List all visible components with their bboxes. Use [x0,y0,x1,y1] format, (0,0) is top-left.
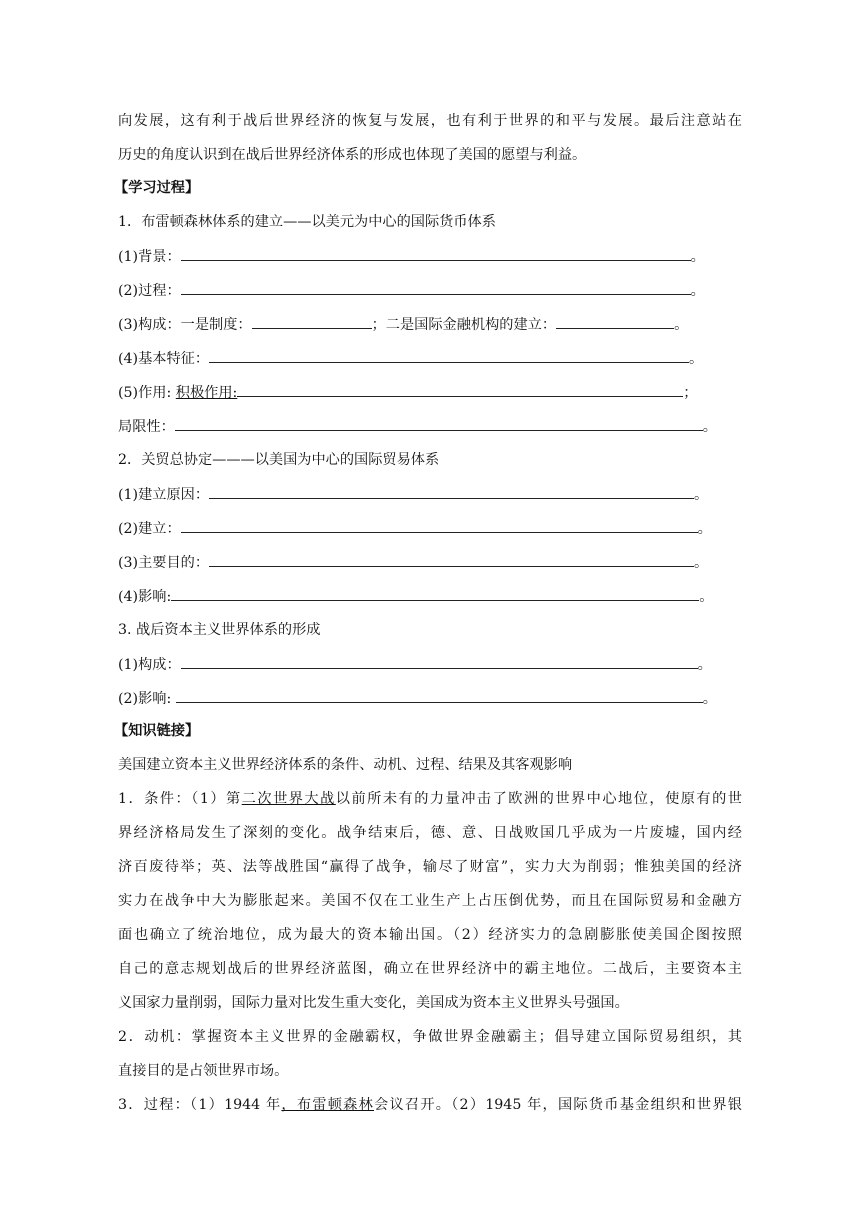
condition-line-7: 义国家力量削弱，国际力量对比发生重大变化，美国成为资本主义世界头号强国。 [118,995,629,1011]
row-label: (3)构成：一是制度： [118,317,252,333]
s1-limitation-row: 局限性： 。 [118,416,717,437]
study-process-heading: 【学习过程】 [114,180,200,196]
intro-line-1: 向发展，这有利于战后世界经济的恢复与发展，也有利于世界的和平与发展。最后注意站在 [118,113,742,129]
s2-establish-row: (2)建立： 。 [118,518,712,539]
knowledge-link-heading: 【知识链接】 [114,723,200,739]
row-label: (2)建立： [118,521,181,537]
section-3-title: 3. 战后资本主义世界体系的形成 [118,622,321,638]
fill-blank[interactable] [181,280,691,295]
motive-line-2: 直接目的是占领世界市场。 [118,1063,289,1079]
fill-blank[interactable] [252,314,372,329]
condition-line-6: 自己的意志规划战后的世界经济蓝图，确立在世界经济中的霸主地位。二战后，主要资本主 [118,961,742,977]
section-1-title: 1．布雷顿森林体系的建立——以美元为中心的国际货币体系 [118,214,496,230]
fill-blank[interactable] [209,484,694,499]
fill-blank[interactable] [176,688,703,703]
condition-line-2: 界经济格局发生了深刻的变化。战争结束后，德、意、日战败国几乎成为一片废墟，国内经 [118,825,742,841]
s1-feature-row: (4)基本特征： 。 [118,348,703,369]
knowledge-subtitle: 美国建立资本主义世界经济体系的条件、动机、过程、结果及其客观影响 [118,757,573,773]
fill-blank[interactable] [171,586,699,601]
row-label: (2)影响: [118,691,176,707]
fill-blank[interactable] [175,416,703,431]
row-label: 局限性： [118,419,175,435]
s1-background-row: (1)背景： 。 [118,246,705,267]
row-label: (1)建立原因： [118,487,210,503]
positive-effect-label: 积极作用: [175,385,238,401]
intro-line-2: 历史的角度认识到在战后世界经济体系的形成也体现了美国的愿望与利益。 [118,147,587,163]
fill-blank[interactable] [237,382,683,397]
s2-reason-row: (1)建立原因： 。 [118,484,708,505]
row-label: (4)基本特征： [118,351,210,367]
condition-line-3: 济百废待举；英、法等战胜国“赢得了战争，输尽了财富”，实力大为削弱；惟独美国的经济 [118,859,742,875]
row-label: (5)作用: [118,385,176,401]
fill-blank[interactable] [181,246,691,261]
s3-impact-row: (2)影响: 。 [118,688,717,709]
s2-purpose-row: (3)主要目的： 。 [118,552,708,573]
s1-composition-row: (3)构成：一是制度： ；二是国际金融机构的建立： 。 [118,314,688,335]
s1-effect-row: (5)作用: 积极作用: ； [118,382,698,403]
row-label: (4)影响: [118,589,172,605]
s2-impact-row: (4)影响: 。 [118,586,713,607]
fill-blank[interactable] [209,348,689,363]
process-line-1: 3．过程：（1）1944 年，布雷顿森林会议召开。（2）1945 年，国际货币基金组织和世界银 [118,1097,742,1113]
wwii-term: 二次世界大战 [241,791,336,807]
section-2-title: 2．关贸总协定———以美国为中心的国际贸易体系 [118,452,440,468]
bretton-woods-term: ，布雷顿森林 [281,1097,375,1113]
row-label: (3)主要目的： [118,555,210,571]
fill-blank[interactable] [181,518,698,533]
condition-line-4: 实力在战争中大为膨胀起来。美国不仅在工业生产上占压倒优势，而且在国际贸易和金融方 [118,893,742,909]
fill-blank[interactable] [556,314,674,329]
row-label: (2)过程： [118,283,181,299]
row-label: (1)背景： [118,249,181,265]
s1-process-row: (2)过程： 。 [118,280,705,301]
s3-composition-row: (1)构成： 。 [118,654,712,675]
row-label: (1)构成： [118,657,181,673]
condition-line-5: 面也确立了统治地位，成为最大的资本输出国。（2）经济实力的急剧膨胀使美国企图按照 [118,927,742,943]
motive-line-1: 2．动机：掌握资本主义世界的金融霸权，争做世界金融霸主；倡导建立国际贸易组织，其 [118,1029,742,1045]
condition-line-1: 1．条件：（1）第二次世界大战以前所未有的力量冲击了欧洲的世界中心地位，使原有的世 [118,791,742,807]
fill-blank[interactable] [181,654,698,669]
fill-blank[interactable] [209,552,694,567]
